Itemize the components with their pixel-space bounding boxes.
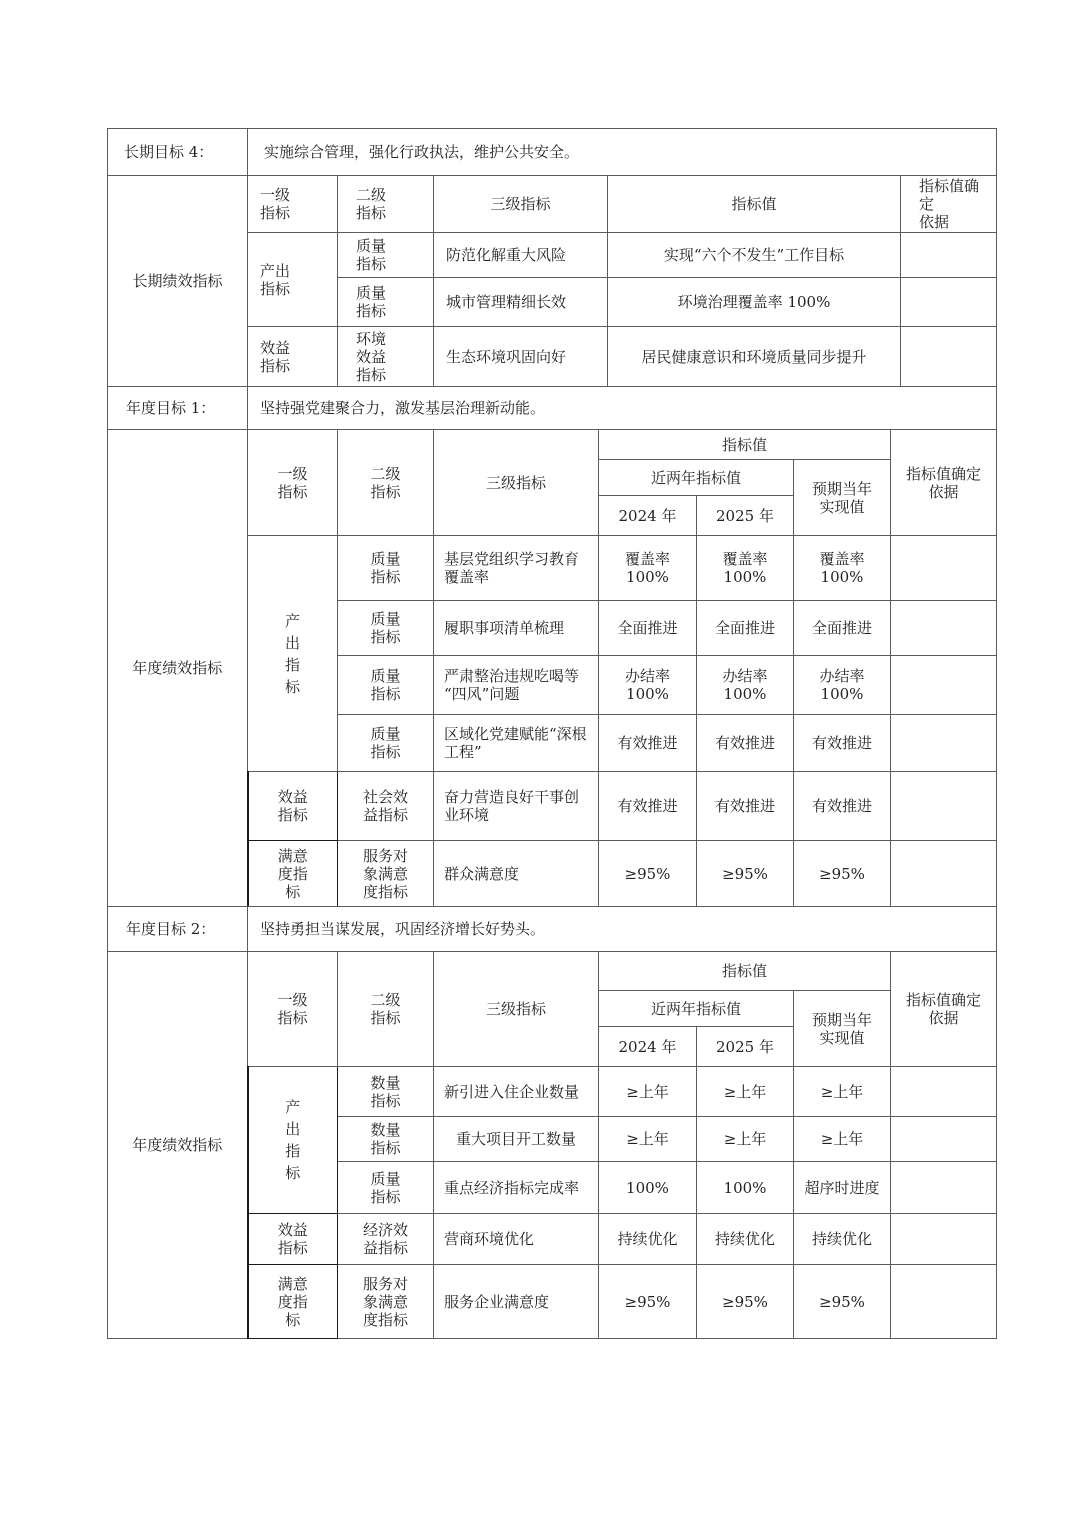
value-2025-cell: ≥上年 (697, 1067, 794, 1117)
level3-cell: 群众满意度 (434, 841, 599, 907)
level1-cell: 满意 度指 标 (248, 1265, 338, 1339)
long-term-table (107, 128, 997, 387)
level3-cell: 奋力营造良好干事创 业环境 (434, 772, 599, 841)
level1-cell: 效益 指标 (248, 327, 338, 387)
basis-cell (891, 1067, 997, 1117)
level2-cell: 服务对 象满意 度指标 (338, 841, 434, 907)
value-2024-cell: 全面推进 (599, 601, 697, 656)
basis-cell (891, 1162, 997, 1214)
basis-cell (891, 1265, 997, 1339)
header-value: 指标值 (599, 430, 891, 460)
annual-2-table (107, 906, 997, 1339)
basis-cell (891, 536, 997, 601)
level2-cell: 质量 指标 (338, 1162, 434, 1214)
performance-indicator-document (107, 128, 996, 1339)
header-expected: 预期当年 实现值 (794, 991, 891, 1067)
value-2025-cell: 覆盖率 100% (697, 536, 794, 601)
value-2024-cell: 覆盖率 100% (599, 536, 697, 601)
header-basis: 指标值确定 依据 (891, 430, 997, 536)
level2-cell: 质量 指标 (338, 601, 434, 656)
value-2025-cell: ≥95% (697, 1265, 794, 1339)
value-2025-cell: 有效推进 (697, 715, 794, 772)
value-2024-cell: ≥上年 (599, 1067, 697, 1117)
header-level3: 三级指标 (434, 952, 599, 1067)
value-2025-cell: 100% (697, 1162, 794, 1214)
basis-cell (891, 601, 997, 656)
level2-cell: 质量 指标 (338, 278, 434, 327)
level3-cell: 防范化解重大风险 (434, 233, 608, 278)
header-level1: 一级 指标 (248, 176, 338, 233)
value-cell: 环境治理覆盖率 100% (608, 278, 901, 327)
level1-cell: 产出 指标 (248, 233, 338, 327)
header-basis: 指标值确定 依据 (901, 176, 997, 233)
header-year-2024: 2024 年 (599, 496, 697, 536)
basis-cell (891, 1214, 997, 1265)
header-level2: 二级 指标 (338, 430, 434, 536)
value-2024-cell: ≥95% (599, 841, 697, 907)
header-level3: 三级指标 (434, 176, 608, 233)
level3-cell: 服务企业满意度 (434, 1265, 599, 1339)
value-2025-cell: 持续优化 (697, 1214, 794, 1265)
value-expected-cell: 办结率 100% (794, 656, 891, 715)
header-value: 指标值 (599, 952, 891, 991)
level2-cell: 质量 指标 (338, 536, 434, 601)
value-expected-cell: 持续优化 (794, 1214, 891, 1265)
level1-cell: 满意 度指 标 (248, 841, 338, 907)
value-expected-cell: 超序时进度 (794, 1162, 891, 1214)
header-level1: 一级 指标 (248, 430, 338, 536)
level2-cell: 服务对 象满意 度指标 (338, 1265, 434, 1339)
header-level2: 二级 指标 (338, 176, 434, 233)
level3-cell: 重点经济指标完成率 (434, 1162, 599, 1214)
level2-cell: 社会效 益指标 (338, 772, 434, 841)
annual-1-goal-text: 坚持强党建聚合力，激发基层治理新动能。 (248, 387, 997, 430)
annual-2-goal-label: 年度目标 2： (108, 907, 248, 952)
level1-cell: 产 出 指 标 (248, 1067, 338, 1214)
value-2025-cell: 有效推进 (697, 772, 794, 841)
level2-cell: 质量 指标 (338, 656, 434, 715)
level1-cell: 产 出 指 标 (248, 536, 338, 772)
basis-cell (891, 656, 997, 715)
level3-cell: 营商环境优化 (434, 1214, 599, 1265)
value-expected-cell: ≥95% (794, 1265, 891, 1339)
level2-cell: 环境 效益 指标 (338, 327, 434, 387)
level3-cell: 严肃整治违规吃喝等 “四风”问题 (434, 656, 599, 715)
basis-cell (901, 233, 997, 278)
level1-cell: 效益 指标 (248, 772, 338, 841)
value-2024-cell: 100% (599, 1162, 697, 1214)
annual-1-goal-label: 年度目标 1： (108, 387, 248, 430)
value-2024-cell: 有效推进 (599, 715, 697, 772)
basis-cell (891, 841, 997, 907)
value-2025-cell: 全面推进 (697, 601, 794, 656)
header-expected: 预期当年 实现值 (794, 460, 891, 536)
level1-cell: 效益 指标 (248, 1214, 338, 1265)
annual-2-goal-text: 坚持勇担当谋发展，巩固经济增长好势头。 (248, 907, 997, 952)
basis-cell (891, 715, 997, 772)
level3-cell: 区域化党建赋能“深根 工程” (434, 715, 599, 772)
level2-cell: 质量 指标 (338, 715, 434, 772)
long-term-goal-text: 实施综合管理，强化行政执法，维护公共安全。 (248, 129, 997, 176)
header-value: 指标值 (608, 176, 901, 233)
value-expected-cell: 有效推进 (794, 715, 891, 772)
value-expected-cell: 有效推进 (794, 772, 891, 841)
level3-cell: 履职事项清单梳理 (434, 601, 599, 656)
value-2024-cell: ≥95% (599, 1265, 697, 1339)
value-2025-cell: 办结率 100% (697, 656, 794, 715)
value-2024-cell: 有效推进 (599, 772, 697, 841)
level2-cell: 经济效 益指标 (338, 1214, 434, 1265)
level3-cell: 城市管理精细长效 (434, 278, 608, 327)
header-year-2025: 2025 年 (697, 496, 794, 536)
level3-cell: 基层党组织学习教育 覆盖率 (434, 536, 599, 601)
header-recent-years: 近两年指标值 (599, 991, 794, 1027)
header-level2: 二级 指标 (338, 952, 434, 1067)
value-2024-cell: 办结率 100% (599, 656, 697, 715)
value-2025-cell: ≥上年 (697, 1117, 794, 1162)
value-2024-cell: ≥上年 (599, 1117, 697, 1162)
header-level3: 三级指标 (434, 430, 599, 536)
basis-cell (901, 278, 997, 327)
basis-cell (901, 327, 997, 387)
value-expected-cell: 覆盖率 100% (794, 536, 891, 601)
long-term-goal-label: 长期目标 4： (108, 129, 248, 176)
value-2025-cell: ≥95% (697, 841, 794, 907)
level2-cell: 数量 指标 (338, 1067, 434, 1117)
header-recent-years: 近两年指标值 (599, 460, 794, 496)
value-expected-cell: ≥上年 (794, 1117, 891, 1162)
level3-cell: 新引进入住企业数量 (434, 1067, 599, 1117)
value-expected-cell: ≥95% (794, 841, 891, 907)
long-term-section-label: 长期绩效指标 (108, 176, 248, 387)
level2-cell: 数量 指标 (338, 1117, 434, 1162)
header-year-2025: 2025 年 (697, 1027, 794, 1067)
value-expected-cell: ≥上年 (794, 1067, 891, 1117)
value-cell: 居民健康意识和环境质量同步提升 (608, 327, 901, 387)
value-2024-cell: 持续优化 (599, 1214, 697, 1265)
annual-1-section-label: 年度绩效指标 (108, 430, 248, 907)
value-cell: 实现“六个不发生”工作目标 (608, 233, 901, 278)
level3-cell: 重大项目开工数量 (434, 1117, 599, 1162)
level2-cell: 质量 指标 (338, 233, 434, 278)
annual-2-section-label: 年度绩效指标 (108, 952, 248, 1339)
annual-1-table (107, 386, 997, 907)
basis-cell (891, 772, 997, 841)
basis-cell (891, 1117, 997, 1162)
header-year-2024: 2024 年 (599, 1027, 697, 1067)
value-expected-cell: 全面推进 (794, 601, 891, 656)
header-basis: 指标值确定 依据 (891, 952, 997, 1067)
level3-cell: 生态环境巩固向好 (434, 327, 608, 387)
header-level1: 一级 指标 (248, 952, 338, 1067)
